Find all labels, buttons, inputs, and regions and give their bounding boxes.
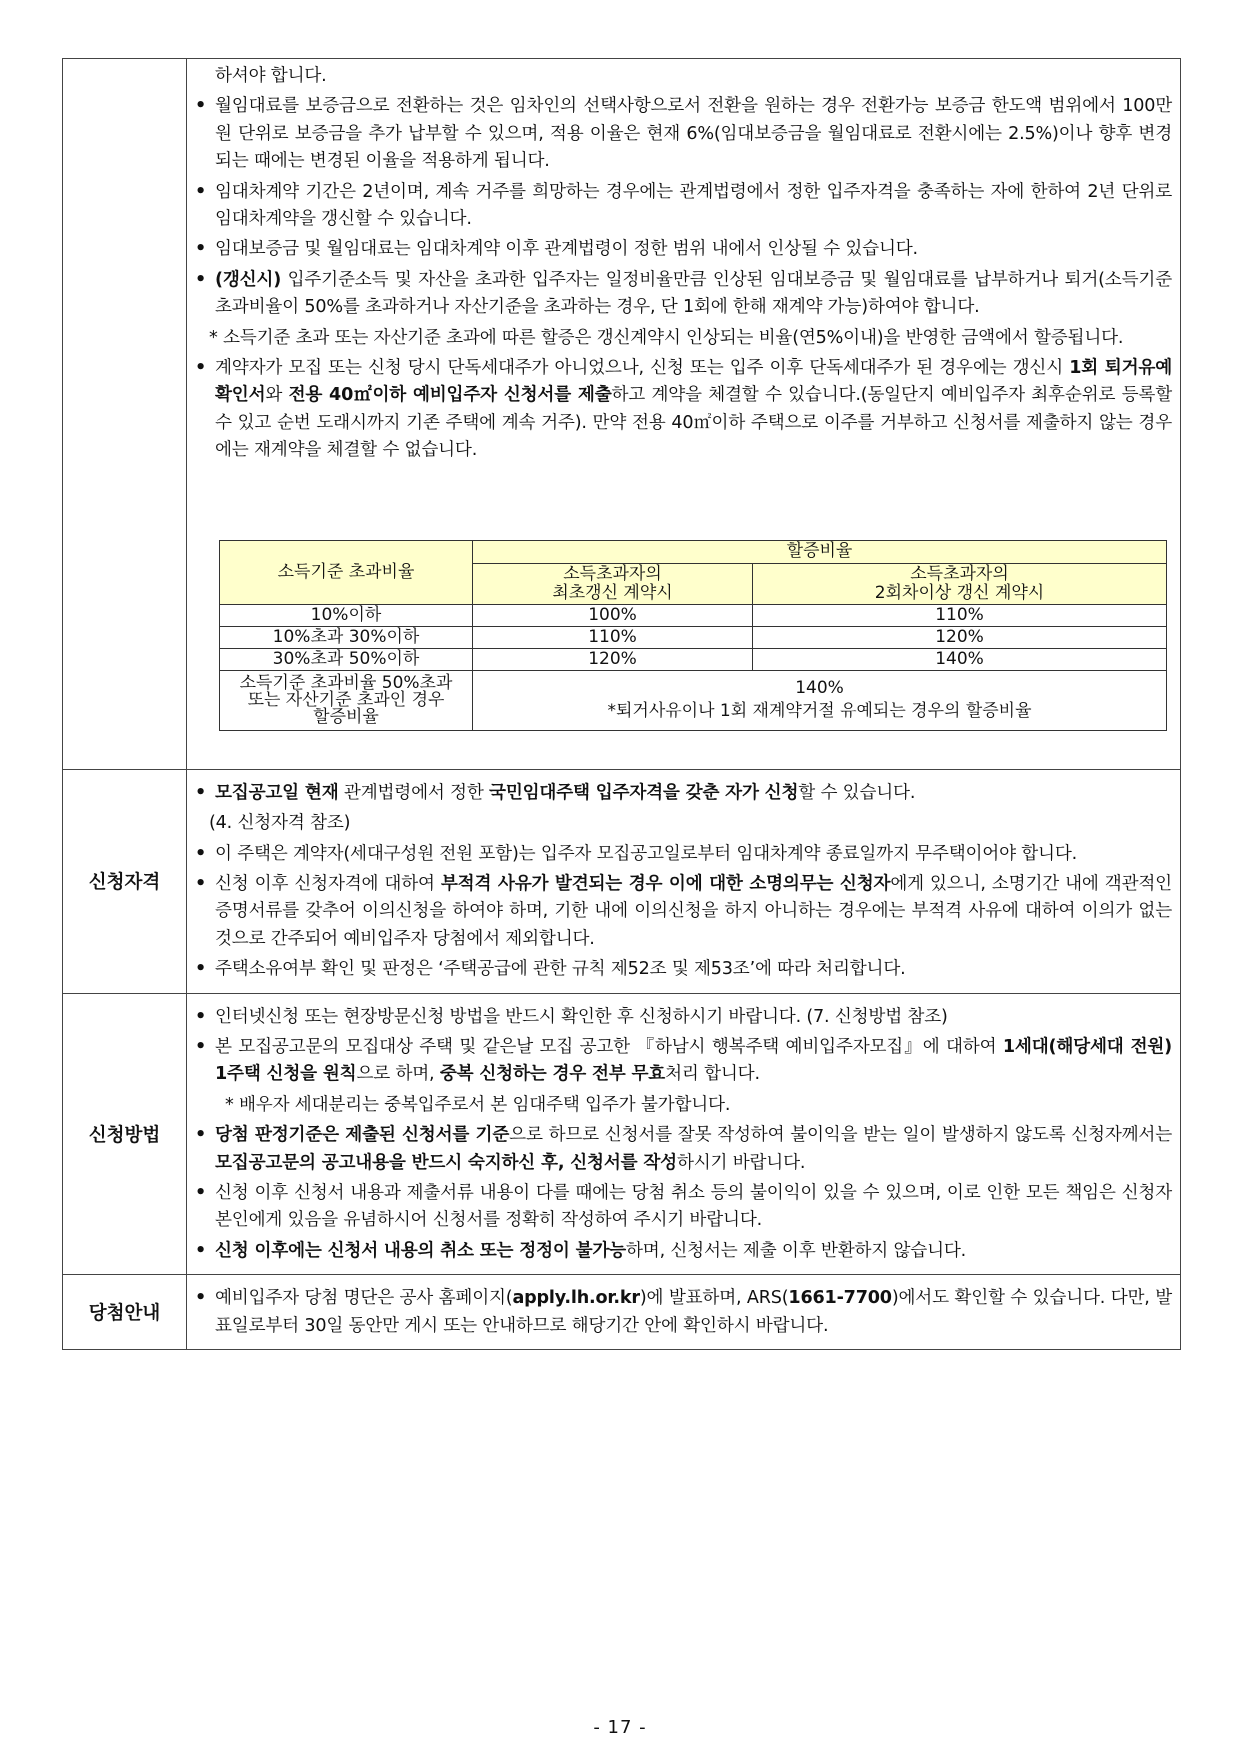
lease-terms-content — [187, 59, 1181, 770]
lease-terms-row — [63, 59, 1181, 770]
first-rate-cell: 110% — [473, 626, 753, 648]
bullet-item — [195, 956, 1172, 983]
second-rate-cell: 110% — [753, 604, 1167, 626]
bullet-text: 당첨 판정기준은 제출된 신청서를 기준으로 하므로 신청서를 잘못 작성하여 불이익을 받는 일이 발생하지 않도록 신청자께서는 모집공고문의 공고내용을 반드시 숙지하신 후, 신청서를 작성하시기 바랍니다. — [215, 1125, 1173, 1173]
bullet-text: 신청 이후에는 신청서 내용의 취소 또는 정정이 불가능하며, 신청서는 제출 이후 반환하지 않습니다. — [215, 1240, 967, 1261]
bullet-mark: • — [195, 1036, 207, 1057]
bullet-mark: • — [195, 1240, 207, 1261]
bullet-item — [195, 1238, 1172, 1265]
ratio-cell: 10%초과 30%이하 — [220, 626, 473, 648]
application-method-content — [187, 993, 1181, 1275]
bullet-mark: • — [195, 1182, 207, 1203]
bullet-text: (갱신시) 입주기준소득 및 자산을 초과한 입주자는 일정비율만큼 인상된 임대보증금 및 월임대료를 납부하거나 퇴거(소득기준 초과비율이 50%를 초과하거나 자산기준을 초과하는 경우, 단 1회에 한해 재계약 가능)하여야 합니다. — [215, 269, 1172, 318]
second-renewal-header: 소득초과자의 2회차이상 갱신 계약시 — [753, 563, 1167, 604]
eligibility-label: 신청자격 — [63, 769, 187, 993]
bullet-item — [195, 1180, 1172, 1235]
winner-notice-label: 당첨안내 — [63, 1275, 187, 1350]
bullet-text: 인터넷신청 또는 현장방문신청 방법을 반드시 확인한 후 신청하시기 바랍니다. (7. 신청방법 참조) — [215, 1006, 948, 1027]
second-rate-cell: 140% — [753, 648, 1167, 670]
page-number: - 17 - — [593, 1717, 647, 1738]
bullet-item — [195, 871, 1172, 953]
reference-text: (4. 신청자격 참조) — [209, 813, 351, 834]
bullet-mark: • — [195, 959, 207, 980]
bullet-item — [195, 236, 1172, 263]
bullet-item — [195, 780, 1172, 807]
income-excess-ratio-header: 소득기준 초과비율 — [220, 540, 473, 604]
bullet-text: 주택소유여부 확인 및 판정은 ‘주택공급에 관한 규칙 제52조 및 제53조’에 따라 처리합니다. — [215, 959, 906, 980]
surcharge-rate-header: 할증비율 — [473, 540, 1167, 563]
merged-rate-cell — [473, 670, 1167, 730]
website-link[interactable]: apply.lh.or.kr — [512, 1288, 640, 1309]
surcharge-rate-table — [219, 540, 1167, 731]
first-renewal-header: 소득초과자의 최초갱신 계약시 — [473, 563, 753, 604]
second-rate-cell: 120% — [753, 626, 1167, 648]
empty-label-cell — [63, 59, 187, 770]
bullet-text: 계약자가 모집 또는 신청 당시 단독세대주가 아니었으나, 신청 또는 입주 이후 단독세대주가 된 경우에는 갱신시 1회 퇴거유예 확인서와 전용 40㎡이하 예비입주자 신청서를 제출하고 계약을 체결할 수 있습니다.(동일단지 예비입주자 최후순위로 등록할 수 있고 순번 도래시까지 기존 주택에 계속 거주). 만약 전용 40㎡이하 주택으로 이주를 거부하고 신청서를 제출하지 않는 경우에는 재계약을 체결할 수 없습니다. — [215, 358, 1172, 461]
bullet-mark: • — [195, 96, 207, 117]
bullet-mark: • — [195, 239, 207, 260]
bullet-item — [195, 1004, 1172, 1031]
continued-line: 하셔야 합니다. — [215, 66, 327, 86]
application-method-label: 신청방법 — [63, 993, 187, 1275]
note-text: * 배우자 세대분리는 중복입주로서 본 임대주택 입주가 불가합니다. — [225, 1094, 731, 1115]
bullet-item — [195, 355, 1172, 465]
bullet-mark: • — [195, 1006, 207, 1027]
bullet-mark: • — [195, 873, 207, 894]
table-row — [220, 626, 1167, 648]
merged-rate-note: *퇴거사유이나 1회 재계약거절 유예되는 경우의 할증비율 — [607, 701, 1032, 722]
bullet-item — [195, 93, 1172, 175]
note-text: * 소득기준 초과 또는 자산기준 초과에 따른 할증은 갱신계약시 인상되는 비율(연5%이내)을 반영한 금액에서 할증됩니다. — [209, 327, 1124, 348]
ratio-cell: 소득기준 초과비율 50%초과 또는 자산기준 초과인 경우 할증비율 — [220, 670, 473, 730]
table-row — [220, 604, 1167, 626]
first-rate-cell: 100% — [473, 604, 753, 626]
bullet-text: 본 모집공고문의 모집대상 주택 및 같은날 모집 공고한 『하남시 행복주택 예비입주자모집』에 대하여 1세대(해당세대 전원) 1주택 신청을 원칙으로 하며, 중복 신청하는 경우 전부 무효처리 합니다. — [215, 1036, 1173, 1085]
ratio-cell: 30%초과 50%이하 — [220, 648, 473, 670]
bullet-mark: • — [195, 1288, 207, 1309]
bullet-text: 예비입주자 당첨 명단은 공사 홈페이지(apply.lh.or.kr)에 발표하며, ARS(1661-7700)에서도 확인할 수 있습니다. 다만, 발표일로부터 30일 동안만 게시 또는 안내하므로 해당기간 안에 확인하시 바랍니다. — [215, 1288, 1172, 1336]
first-rate-cell: 120% — [473, 648, 753, 670]
bullet-text: 임대보증금 및 월임대료는 임대차계약 이후 관계법령이 정한 범위 내에서 인상될 수 있습니다. — [215, 239, 918, 260]
bullet-item — [195, 179, 1172, 234]
winner-notice-row — [63, 1275, 1181, 1350]
bullet-text: 월임대료를 보증금으로 전환하는 것은 임차인의 선택사항으로서 전환을 원하는 경우 전환가능 보증금 한도액 범위에서 100만원 단위로 보증금을 추가 납부할 수 있으며, 적용 이율은 현재 6%(임대보증금을 월임대료로 전환시에는 2.5%)이나 향후 변경되는 때에는 변경된 이율을 적용하게 됩니다. — [215, 96, 1172, 172]
bullet-mark: • — [195, 269, 207, 290]
ratio-cell: 10%이하 — [220, 604, 473, 626]
table-row — [220, 670, 1167, 730]
eligibility-content — [187, 769, 1181, 993]
bullet-text: 신청 이후 신청자격에 대하여 부적격 사유가 발견되는 경우 이에 대한 소명의무는 신청자에게 있으니, 소명기간 내에 객관적인 증명서류를 갖추어 이의신청을 하여야 하며, 기한 내에 이의신청을 하지 아니하는 경우에는 부적격 사유에 대하여 이의가 없는 것으로 간주되어 예비입주자 당첨에서 제외합니다. — [215, 873, 1172, 949]
bullet-item — [195, 841, 1172, 868]
application-method-row — [63, 993, 1181, 1275]
ars-phone: 1661-7700 — [788, 1288, 892, 1309]
merged-rate-value: 140% — [795, 678, 844, 699]
bullet-item — [195, 1122, 1172, 1177]
bullet-mark: • — [195, 782, 207, 803]
bullet-text: 이 주택은 계약자(세대구성원 전원 포함)는 입주자 모집공고일로부터 임대차계약 종료일까지 무주택이어야 합니다. — [215, 843, 1078, 864]
notice-table — [62, 58, 1181, 1350]
bullet-item — [195, 1034, 1172, 1089]
eligibility-row — [63, 769, 1181, 993]
bullet-text: 임대차계약 기간은 2년이며, 계속 거주를 희망하는 경우에는 관계법령에서 정한 입주자격을 충족하는 자에 한하여 2년 단위로 임대차계약을 갱신할 수 있습니다. — [215, 181, 1172, 230]
winner-notice-content — [187, 1275, 1181, 1350]
bullet-item — [195, 1285, 1172, 1340]
bullet-text: 모집공고일 현재 관계법령에서 정한 국민임대주택 입주자격을 갖춘 자가 신청할 수 있습니다. — [215, 782, 916, 803]
bullet-mark: • — [195, 843, 207, 864]
bullet-item — [195, 267, 1172, 322]
bullet-mark: • — [195, 358, 207, 379]
bullet-mark: • — [195, 1125, 207, 1146]
bullet-text: 신청 이후 신청서 내용과 제출서류 내용이 다를 때에는 당첨 취소 등의 불이익이 있을 수 있으며, 이로 인한 모든 책임은 신청자 본인에게 있음을 유념하시어 신청서를 정확히 작성하여 주시기 바랍니다. — [215, 1182, 1172, 1231]
table-row — [220, 648, 1167, 670]
bullet-mark: • — [195, 181, 207, 202]
